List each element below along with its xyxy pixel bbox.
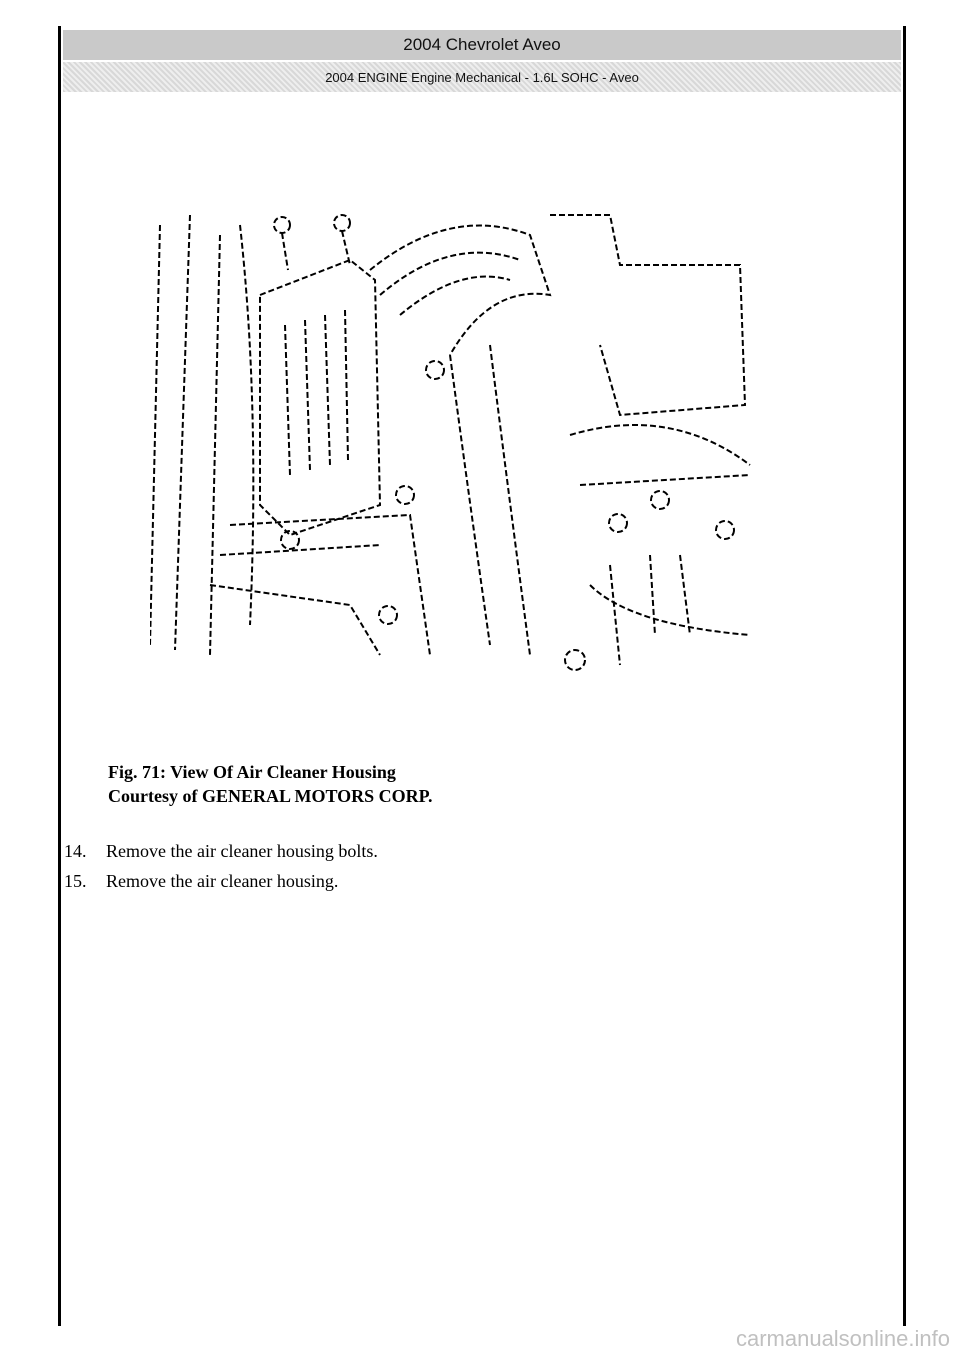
watermark: carmanualsonline.info <box>735 1326 950 1351</box>
figure-caption-title: Fig. 71: View Of Air Cleaner Housing <box>108 762 396 782</box>
figure-caption-credit: Courtesy of GENERAL MOTORS CORP. <box>108 786 433 806</box>
page-header <box>63 30 901 94</box>
step-text: Remove the air cleaner housing. <box>106 870 339 891</box>
procedure-steps <box>64 836 378 896</box>
header-title: 2004 Chevrolet Aveo <box>63 30 901 60</box>
step-item <box>64 836 378 866</box>
figure-caption <box>108 760 433 808</box>
step-text: Remove the air cleaner housing bolts. <box>106 840 378 861</box>
step-number: 14. <box>64 840 87 861</box>
step-item <box>64 866 378 896</box>
page-frame-right <box>903 26 906 1326</box>
page-frame-left <box>58 26 61 1326</box>
header-subtitle: 2004 ENGINE Engine Mechanical - 1.6L SOHC - Aveo <box>63 62 901 92</box>
step-number: 15. <box>64 870 87 891</box>
air-cleaner-housing-illustration <box>150 205 760 675</box>
